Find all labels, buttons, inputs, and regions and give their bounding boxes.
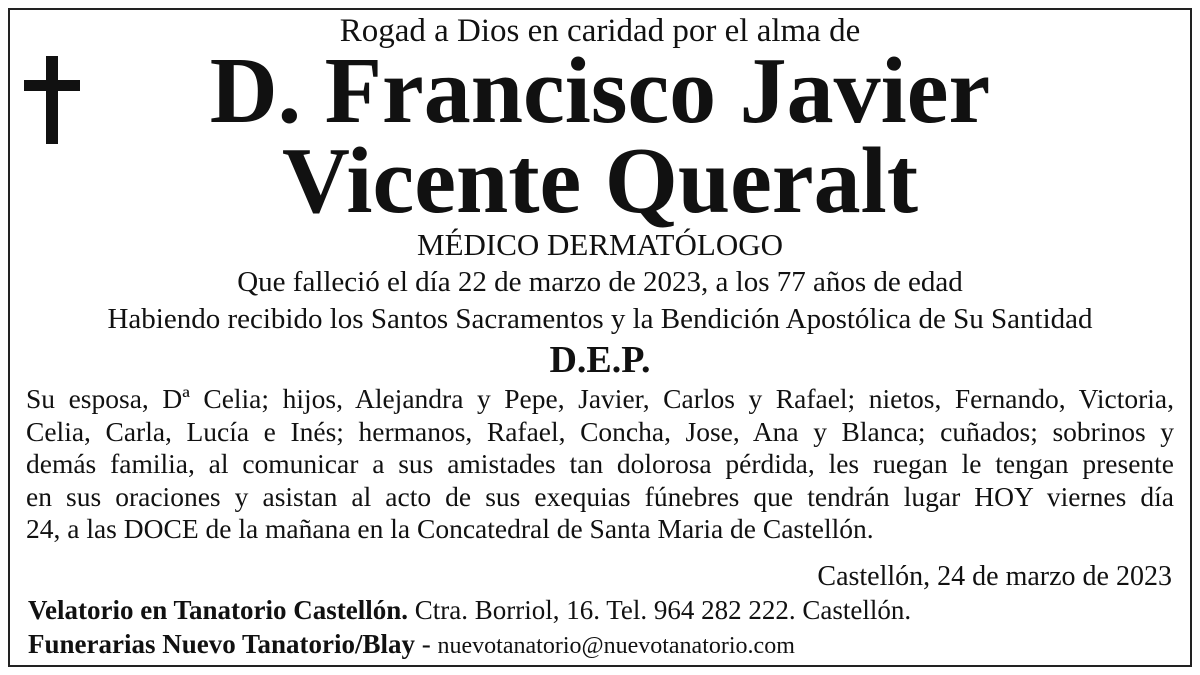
wake-label: Velatorio en Tanatorio Castellón. xyxy=(28,595,409,625)
wake-details: Ctra. Borriol, 16. Tel. 964 282 222. Castellón. xyxy=(408,595,912,625)
intro-line: Rogad a Dios en caridad por el alma de xyxy=(339,13,861,49)
funeral-home-name: Funerarias Nuevo Tanatorio/Blay xyxy=(28,629,416,659)
deceased-name xyxy=(0,39,1200,233)
deceased-name-line-2: Vicente Queralt xyxy=(281,129,918,233)
separator: - xyxy=(415,629,438,659)
place-date: Castellón, 24 de marzo de 2023 xyxy=(817,561,1172,592)
wake-info xyxy=(28,592,911,628)
funeral-home-email: nuevotanatorio@nuevotanatorio.com xyxy=(437,633,795,659)
profession: MÉDICO DERMATÓLOGO xyxy=(417,227,783,262)
sacraments-line: Habiendo recibido los Santos Sacramentos y la Bendición Apostólica de Su Santidad xyxy=(107,303,1093,335)
deceased-name-line-1: D. Francisco Javier xyxy=(209,39,991,143)
family-message-line: Celia, Carla, Lucía e Inés; hermanos, Rafael, Concha, Jose, Ana y Blanca; cuñados; sobrinos y xyxy=(26,415,1174,447)
family-message-line: Su esposa, Dª Celia; hijos, Alejandra y Pepe, Javier, Carlos y Rafael; nietos, Fernando, Victoria, xyxy=(26,383,1174,414)
family-message-line: demás familia, al comunicar a sus amistades tan dolorosa pérdida, les ruegan le tengan presente xyxy=(26,448,1174,479)
family-message-line: en sus oraciones y asistan al acto de sus exequias fúnebres que tendrán lugar HOY viernes día xyxy=(26,480,1174,512)
family-message-line: 24, a las DOCE de la mañana en la Concatedral de Santa Maria de Castellón. xyxy=(26,513,874,544)
funeral-home-info xyxy=(28,626,795,664)
death-line: Que falleció el día 22 de marzo de 2023, a los 77 años de edad xyxy=(237,266,963,298)
family-message xyxy=(26,383,1174,546)
rip-heading: D.E.P. xyxy=(549,339,651,381)
